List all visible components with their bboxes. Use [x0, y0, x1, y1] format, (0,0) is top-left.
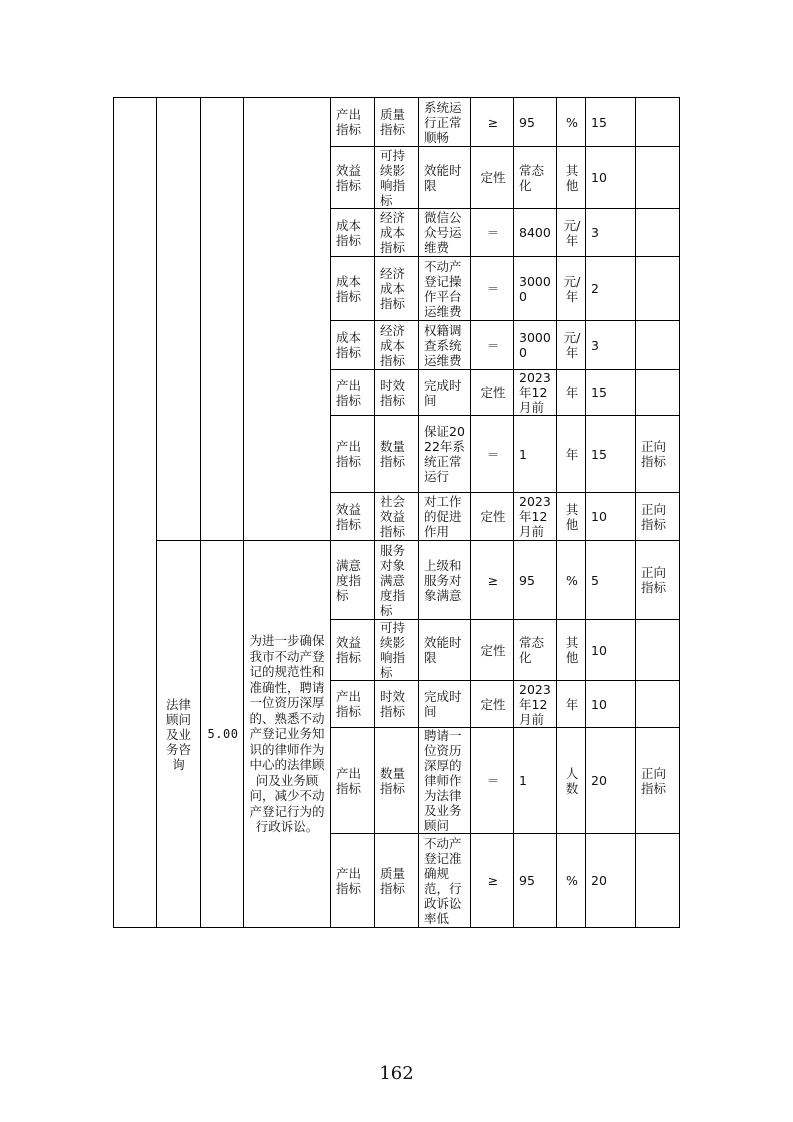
project-goal-cell: 为进一步确保我市不动产登记的规范性和准确性，聘请一位资历深厚的、熟悉不动产登记业务知识的律师作为中心的法律顾问及业务顾问，减少不动产登记行为的行政诉讼。 [244, 541, 331, 928]
operator: 定性 [471, 681, 514, 728]
score: 20 [586, 728, 636, 834]
operator: ＝ [471, 209, 514, 257]
indicator-name: 效能时限 [419, 620, 471, 681]
unit: 人数 [557, 728, 586, 834]
direction [636, 321, 680, 370]
unit: 元/年 [557, 321, 586, 370]
unit: 其他 [557, 620, 586, 681]
unit: 其他 [557, 147, 586, 209]
empty-cell [201, 98, 244, 541]
indicator-name: 上级和服务对象满意 [419, 541, 471, 620]
direction [636, 257, 680, 321]
operator: ＝ [471, 257, 514, 321]
indicator-level2: 时效指标 [375, 370, 419, 416]
operator: 定性 [471, 493, 514, 541]
operator: ≥ [471, 98, 514, 147]
unit: 其他 [557, 493, 586, 541]
unit: % [557, 834, 586, 928]
target-value: 95 [514, 541, 557, 620]
target-value: 1 [514, 728, 557, 834]
indicator-name: 权籍调查系统运维费 [419, 321, 471, 370]
unit: % [557, 541, 586, 620]
indicator-level2: 可持续影响指标 [375, 147, 419, 209]
operator: 定性 [471, 620, 514, 681]
operator: ≥ [471, 834, 514, 928]
target-value: 2023年12月前 [514, 370, 557, 416]
score: 3 [586, 321, 636, 370]
target-value: 常态化 [514, 147, 557, 209]
target-value: 2023年12月前 [514, 493, 557, 541]
indicator-name: 完成时间 [419, 681, 471, 728]
operator: ＝ [471, 416, 514, 493]
page-number: 162 [379, 1063, 414, 1084]
unit: 元/年 [557, 257, 586, 321]
indicator-level2: 数量指标 [375, 416, 419, 493]
indicator-level1: 效益指标 [331, 620, 375, 681]
unit: 元/年 [557, 209, 586, 257]
indicator-name: 对工作的促进作用 [419, 493, 471, 541]
direction [636, 834, 680, 928]
empty-cell [244, 98, 331, 541]
direction [636, 681, 680, 728]
indicator-level2: 社会效益指标 [375, 493, 419, 541]
operator: 定性 [471, 147, 514, 209]
indicator-level2: 数量指标 [375, 728, 419, 834]
target-value: 30000 [514, 321, 557, 370]
indicator-level1: 产出指标 [331, 370, 375, 416]
indicator-level1: 产出指标 [331, 98, 375, 147]
operator: ≥ [471, 541, 514, 620]
score: 10 [586, 493, 636, 541]
indicator-level1: 满意度指标 [331, 541, 375, 620]
score: 15 [586, 370, 636, 416]
indicator-level2: 质量指标 [375, 834, 419, 928]
score: 10 [586, 147, 636, 209]
score: 15 [586, 98, 636, 147]
indicator-level1: 产出指标 [331, 728, 375, 834]
direction [636, 209, 680, 257]
unit: 年 [557, 681, 586, 728]
indicator-level1: 成本指标 [331, 321, 375, 370]
table-row [114, 98, 680, 147]
direction [636, 98, 680, 147]
target-value: 1 [514, 416, 557, 493]
indicator-level1: 成本指标 [331, 209, 375, 257]
direction [636, 370, 680, 416]
table-row [114, 541, 680, 620]
direction: 正向指标 [636, 493, 680, 541]
operator: 定性 [471, 370, 514, 416]
indicator-level2: 经济成本指标 [375, 257, 419, 321]
direction [636, 147, 680, 209]
unit: 年 [557, 416, 586, 493]
performance-indicator-table [113, 97, 680, 928]
indicator-level2: 经济成本指标 [375, 321, 419, 370]
direction: 正向指标 [636, 416, 680, 493]
score: 3 [586, 209, 636, 257]
direction [636, 620, 680, 681]
project-name-cell: 法律顾问及业务咨询 [157, 541, 201, 928]
score: 2 [586, 257, 636, 321]
target-value: 2023年12月前 [514, 681, 557, 728]
indicator-level2: 可持续影响指标 [375, 620, 419, 681]
indicator-name: 不动产登记准确规范，行政诉讼率低 [419, 834, 471, 928]
score: 15 [586, 416, 636, 493]
score: 5 [586, 541, 636, 620]
indicator-name: 完成时间 [419, 370, 471, 416]
direction: 正向指标 [636, 541, 680, 620]
operator: ＝ [471, 728, 514, 834]
indicator-level2: 时效指标 [375, 681, 419, 728]
empty-cell [157, 98, 201, 541]
indicator-level2: 经济成本指标 [375, 209, 419, 257]
operator: ＝ [471, 321, 514, 370]
target-value: 95 [514, 98, 557, 147]
score: 10 [586, 681, 636, 728]
target-value: 95 [514, 834, 557, 928]
indicator-level1: 产出指标 [331, 834, 375, 928]
target-value: 常态化 [514, 620, 557, 681]
indicator-level1: 效益指标 [331, 493, 375, 541]
empty-cell [114, 98, 157, 928]
indicator-name: 系统运行正常顺畅 [419, 98, 471, 147]
indicator-name: 聘请一位资历深厚的律师作为法律及业务顾问 [419, 728, 471, 834]
indicator-level1: 产出指标 [331, 416, 375, 493]
indicator-name: 不动产登记操作平台运维费 [419, 257, 471, 321]
indicator-level1: 效益指标 [331, 147, 375, 209]
unit: % [557, 98, 586, 147]
score: 20 [586, 834, 636, 928]
indicator-level2: 质量指标 [375, 98, 419, 147]
direction: 正向指标 [636, 728, 680, 834]
indicator-level2: 服务对象满意度指标 [375, 541, 419, 620]
indicator-level1: 成本指标 [331, 257, 375, 321]
unit: 年 [557, 370, 586, 416]
score: 10 [586, 620, 636, 681]
project-amount-cell: 5.00 [201, 541, 244, 928]
indicator-name: 保证2022年系统正常运行 [419, 416, 471, 493]
target-value: 8400 [514, 209, 557, 257]
indicator-name: 效能时限 [419, 147, 471, 209]
indicator-name: 微信公众号运维费 [419, 209, 471, 257]
indicator-level1: 产出指标 [331, 681, 375, 728]
target-value: 30000 [514, 257, 557, 321]
